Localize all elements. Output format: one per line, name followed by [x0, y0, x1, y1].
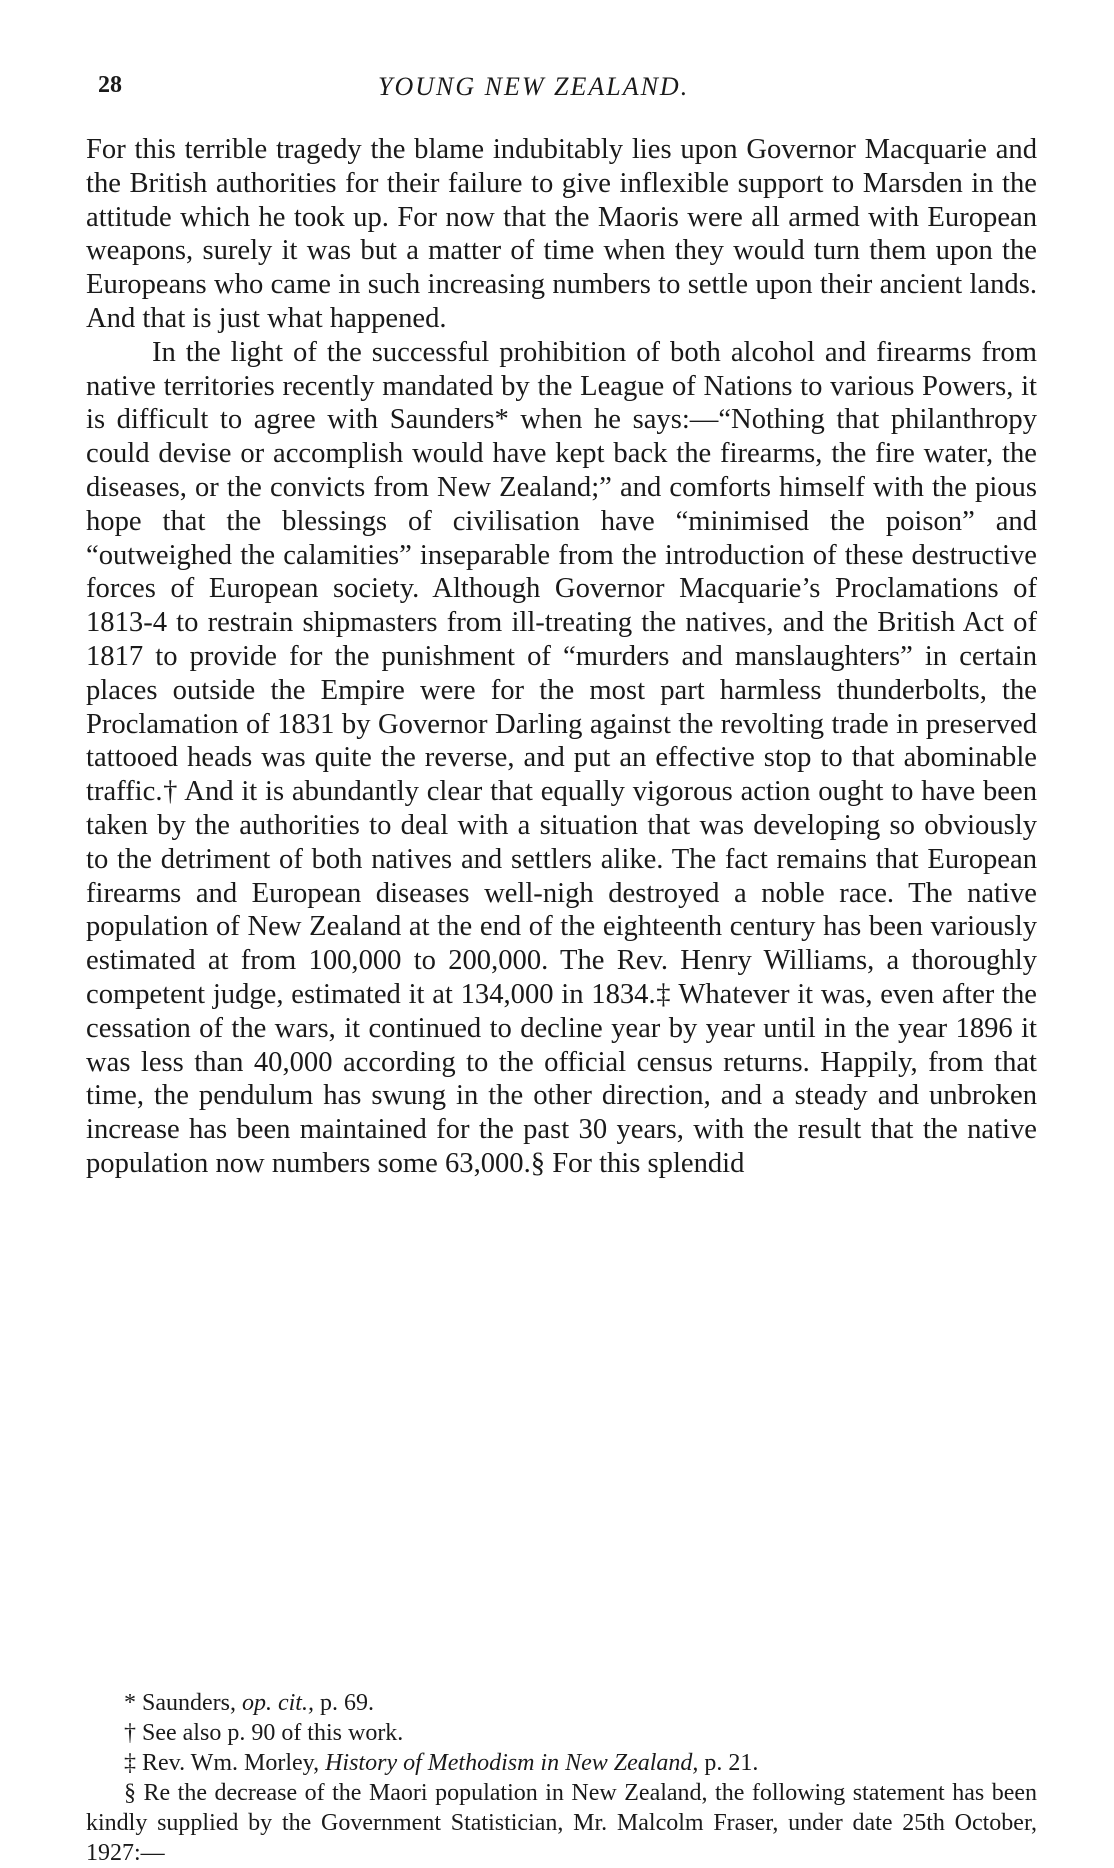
footnote-2 [86, 1718, 1037, 1748]
footnote-1 [86, 1688, 1037, 1718]
footnote-3-italic: History of Methodism in New Zealand, [325, 1750, 699, 1776]
footnotes [86, 1688, 1037, 1868]
paragraph-1: For this terrible tragedy the blame indubitably lies upon Governor Macquarie and the British authorities for their failure to give inflexible support to Marsden in the attitude which he took up. For now that the Maoris were all armed with European weapons, surely it was but a matter of time when they would turn them upon the Europeans who came in such increasing numbers to settle upon their ancient lands. And that is just what happened. [86, 134, 1037, 334]
footnote-4-mark: § [124, 1780, 136, 1806]
footnote-1-text: Saunders, [142, 1690, 236, 1716]
page-number: 28 [98, 72, 122, 98]
paragraph-2: In the light of the successful prohibition of both alcohol and firearms from native territories recently mandated by the League of Nations to various Powers, it is difficult to agree with Saunders* when he says:—“Nothing that philanthropy could devise or accomplish would have kept back the firearms, the fire water, the diseases, or the convicts from New Zealand;” and comforts himself with the pious hope that the blessings of civilisation have “minimised the poison” and “outweighed the calamities” inseparable from the introduction of these destructive forces of European society. Although Governor Macquarie’s Proclamations of 1813-4 to restrain shipmasters from ill-treating the natives, and the British Act of 1817 to provide for the punishment of “murders and manslaughters” in certain places outside the Empire were for the most part harmless thunderbolts, the Proclamation of 1831 by Governor Darling against the revolting trade in preserved tattooed heads was quite the reverse, and put an effective stop to that abominable traffic.† And it is abundantly clear that equally vigorous action ought to have been taken by the authorities to deal with a situation that was developing so obviously to the detriment of both natives and settlers alike. The fact remains that European firearms and European diseases well-nigh destroyed a noble race. The native population of New Zealand at the end of the eighteenth century has been variously estimated at from 100,000 to 200,000. The Rev. Henry Williams, a thoroughly competent judge, estimated it at 134,000 in 1834.‡ Whatever it was, even after the cessation of the wars, it continued to decline year by year until in the year 1896 it was less than 40,000 according to the official census returns. Happily, from that time, the pendulum has swung in the other direction, and a steady and unbroken increase has been maintained for the past 30 years, with the result that the native population now numbers some 63,000.§ For this splendid [86, 336, 1037, 1179]
running-title: YOUNG NEW ZEALAND. [378, 72, 690, 101]
footnote-1-tail: p. 69. [319, 1690, 374, 1716]
footnote-2-mark: † [124, 1720, 136, 1746]
footnote-4-text: Re the decrease of the Maori population in New Zealand, the following statement has been kindly supplied by the Government Statistician, Mr. Malcolm Fraser, under date 25th October, 1927:— [86, 1780, 1037, 1866]
footnote-1-mark: * [124, 1690, 136, 1716]
footnote-1-italic: op. cit., [241, 1690, 314, 1716]
body-text [86, 133, 1037, 1181]
footnote-3-mark: ‡ [124, 1750, 136, 1776]
footnote-4 [86, 1778, 1037, 1868]
footnote-3-tail: p. 21. [704, 1750, 759, 1776]
footnote-3 [86, 1748, 1037, 1778]
footnote-3-text: Rev. Wm. Morley, [142, 1750, 320, 1776]
footnote-2-text: See also p. 90 of this work. [142, 1720, 404, 1746]
running-head [98, 72, 1018, 108]
